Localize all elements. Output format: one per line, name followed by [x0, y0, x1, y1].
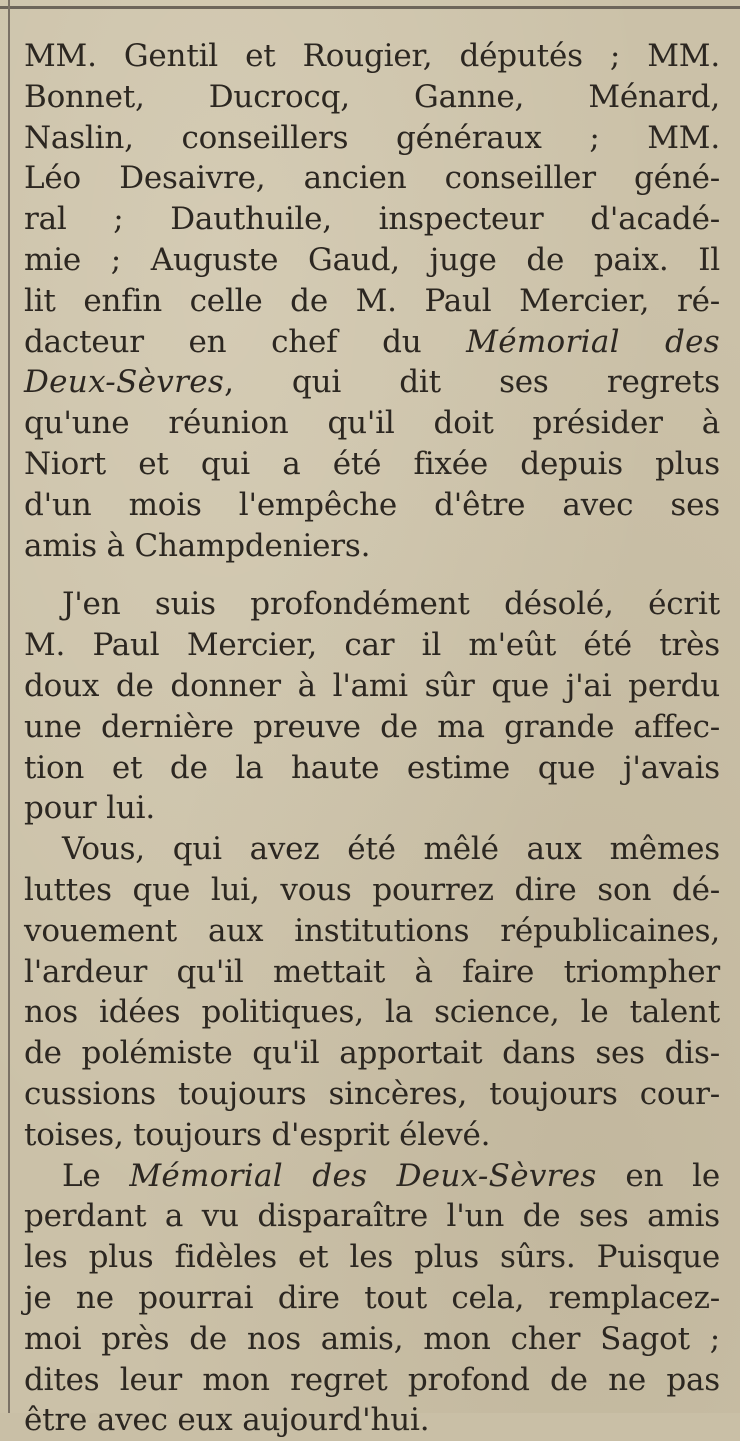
text-line: pour lui.	[24, 790, 155, 827]
text-line: les plus fidèles et les plus sûrs. Puisque	[24, 1239, 720, 1276]
paragraph-2	[24, 584, 720, 829]
text-line: Deux-Sèvres, qui dit ses regrets	[24, 364, 720, 401]
text-line: je ne pourrai dire tout cela, remplacez-	[24, 1279, 720, 1316]
text-line: de polémiste qu'il apportait dans ses dis-	[24, 1035, 720, 1072]
text-line: Bonnet, Ducrocq, Ganne, Ménard,	[24, 78, 720, 115]
top-column-rule	[0, 6, 740, 9]
text-line: Naslin, conseillers généraux ; MM.	[24, 119, 720, 156]
newspaper-title: Mémorial des	[466, 323, 720, 360]
text-line: J'en suis profondément désolé, écrit	[62, 586, 720, 623]
text-line: qu'une réunion qu'il doit présider à	[24, 405, 720, 442]
text-line: Le Mémorial des Deux-Sèvres en le	[62, 1157, 720, 1194]
text-line: luttes que lui, vous pourrez dire son dé-	[24, 871, 720, 908]
text-line: moi près de nos amis, mon cher Sagot ;	[24, 1320, 720, 1357]
newspaper-title: Deux-Sèvres	[24, 364, 225, 401]
paragraph-3	[24, 829, 720, 1155]
paragraph-1	[24, 36, 720, 566]
text-line: nos idées politiques, la science, le talent	[24, 994, 720, 1031]
text-line: vouement aux institutions républicaines,	[24, 912, 720, 949]
text-line: perdant a vu disparaître l'un de ses amis	[24, 1198, 720, 1235]
text-line: être avec eux aujourd'hui.	[24, 1402, 430, 1439]
text-line: amis à Champdeniers.	[24, 527, 371, 564]
text-line: dites leur mon regret profond de ne pas	[24, 1361, 720, 1398]
text-line: MM. Gentil et Rougier, députés ; MM.	[24, 38, 720, 74]
text-line: toises, toujours d'esprit élevé.	[24, 1116, 491, 1153]
text-line: l'ardeur qu'il mettait à faire triompher	[24, 953, 720, 990]
text-line: mie ; Auguste Gaud, juge de paix. Il	[24, 241, 720, 278]
text-line: Léo Desaivre, ancien conseiller géné-	[24, 160, 720, 197]
newspaper-title: Mémorial des Deux-Sèvres	[129, 1157, 597, 1194]
article-column	[24, 36, 720, 1441]
text-line: d'un mois l'empêche d'être avec ses	[24, 486, 720, 523]
text-line: Niort et qui a été fixée depuis plus	[24, 445, 720, 482]
text-line: lit enfin celle de M. Paul Mercier, ré-	[24, 282, 720, 319]
text-line: ral ; Dauthuile, inspecteur d'acadé-	[24, 201, 720, 238]
text-line: tion et de la haute estime que j'avais	[24, 749, 720, 786]
text-line: dacteur en chef du Mémorial des	[24, 323, 720, 360]
text-line: cussions toujours sincères, toujours cour-	[24, 1075, 720, 1112]
paragraph-4	[24, 1156, 720, 1441]
text-line: doux de donner à l'ami sûr que j'ai perdu	[24, 667, 720, 704]
text-line: Vous, qui avez été mêlé aux mêmes	[62, 831, 720, 868]
left-column-rule	[8, 0, 10, 1413]
text-line: M. Paul Mercier, car il m'eût été très	[24, 627, 720, 664]
text-line: une dernière preuve de ma grande affec-	[24, 708, 720, 745]
paragraph-gap	[24, 566, 720, 584]
